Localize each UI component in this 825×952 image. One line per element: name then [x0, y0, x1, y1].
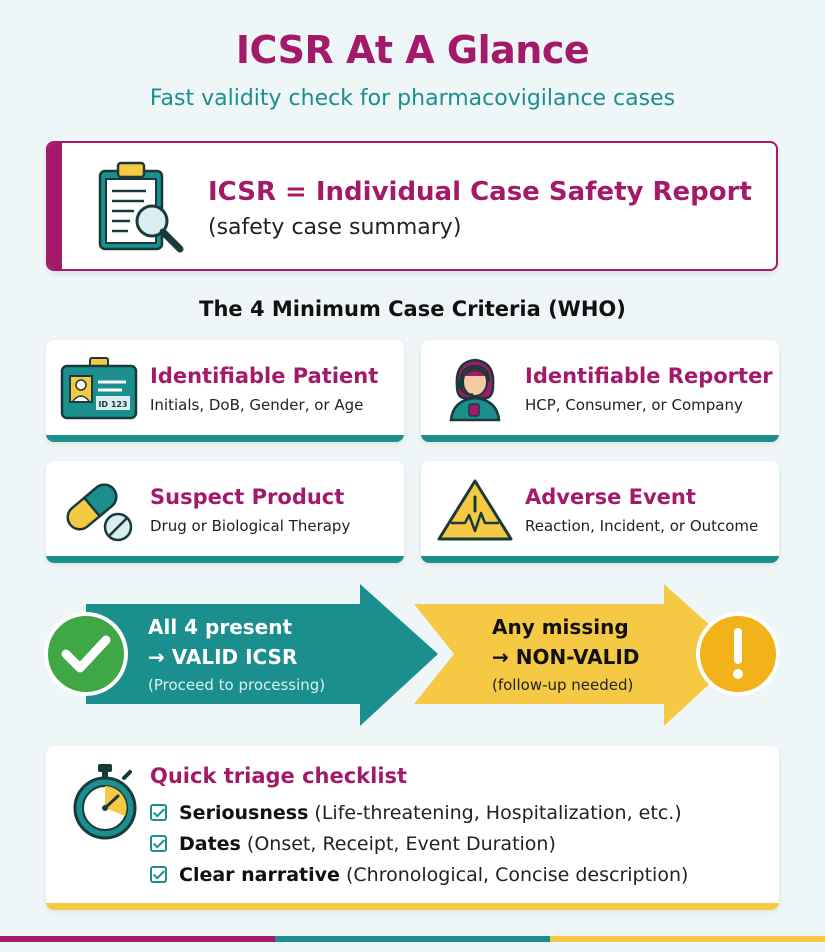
criteria-description: Initials, DoB, Gender, or Age [150, 396, 364, 414]
valid-line-1: All 4 present [148, 615, 293, 639]
criteria-card-event [421, 461, 779, 563]
triage-card [46, 746, 779, 910]
checklist-item-detail: (Life-threatening, Hospitalization, etc.) [308, 802, 682, 824]
triage-title: Quick triage checklist [150, 764, 408, 788]
checklist-item-detail: (Onset, Receipt, Event Duration) [240, 833, 556, 855]
checklist-item [150, 802, 682, 828]
definition-card [46, 141, 778, 271]
definition-heading: ICSR = Individual Case Safety Report [208, 177, 752, 207]
checklist-item-detail: (Chronological, Concise description) [339, 864, 689, 886]
criteria-description: Drug or Biological Therapy [150, 517, 351, 535]
pill-capsule-icon [60, 477, 140, 543]
warning-heartbeat-icon [435, 477, 515, 543]
definition-subheading: (safety case summary) [208, 215, 462, 240]
check-circle-icon [46, 614, 126, 694]
reporter-headset-icon [435, 356, 515, 422]
criteria-card-patient [46, 340, 404, 442]
criteria-title: Suspect Product [150, 485, 345, 509]
card-bottom-bar [421, 556, 779, 563]
criteria-description: HCP, Consumer, or Company [525, 396, 743, 414]
id-badge-icon [60, 356, 140, 422]
checkbox-checked-icon [150, 835, 167, 852]
criteria-title: Identifiable Reporter [525, 364, 773, 388]
criteria-title: Adverse Event [525, 485, 696, 509]
card-bottom-bar [421, 435, 779, 442]
invalid-line-3: (follow-up needed) [492, 676, 634, 694]
invalid-line-2: → NON-VALID [492, 645, 640, 669]
stopwatch-icon [72, 762, 138, 840]
checklist-item [150, 833, 556, 859]
criteria-title: Identifiable Patient [150, 364, 379, 388]
page-subtitle: Fast validity check for pharmacovigilance cases [149, 86, 676, 111]
outcome-arrows [0, 580, 825, 730]
criteria-section-title: The 4 Minimum Case Criteria (WHO) [199, 297, 626, 321]
definition-accent-bar [48, 143, 62, 269]
clipboard-magnifier-icon [94, 159, 188, 255]
criteria-card-product [46, 461, 404, 563]
checklist-item-label: Seriousness [179, 802, 309, 824]
valid-line-3: (Proceed to processing) [148, 676, 326, 694]
card-bottom-bar [46, 556, 404, 563]
criteria-card-reporter [421, 340, 779, 442]
valid-line-2: → VALID ICSR [148, 645, 298, 669]
criteria-description: Reaction, Incident, or Outcome [525, 517, 759, 535]
checkbox-checked-icon [150, 866, 167, 883]
exclamation-circle-icon [698, 614, 778, 694]
checklist-item [150, 864, 688, 890]
checklist-item-label: Dates [179, 833, 241, 855]
id-badge-label: ID 123 [98, 400, 128, 409]
footer-color-strip [0, 936, 825, 942]
checklist-item-label: Clear narrative [179, 864, 340, 886]
invalid-line-1: Any missing [492, 615, 629, 639]
checkbox-checked-icon [150, 804, 167, 821]
page-title: ICSR At A Glance [235, 28, 590, 72]
card-bottom-bar [46, 435, 404, 442]
card-bottom-bar [46, 903, 779, 910]
